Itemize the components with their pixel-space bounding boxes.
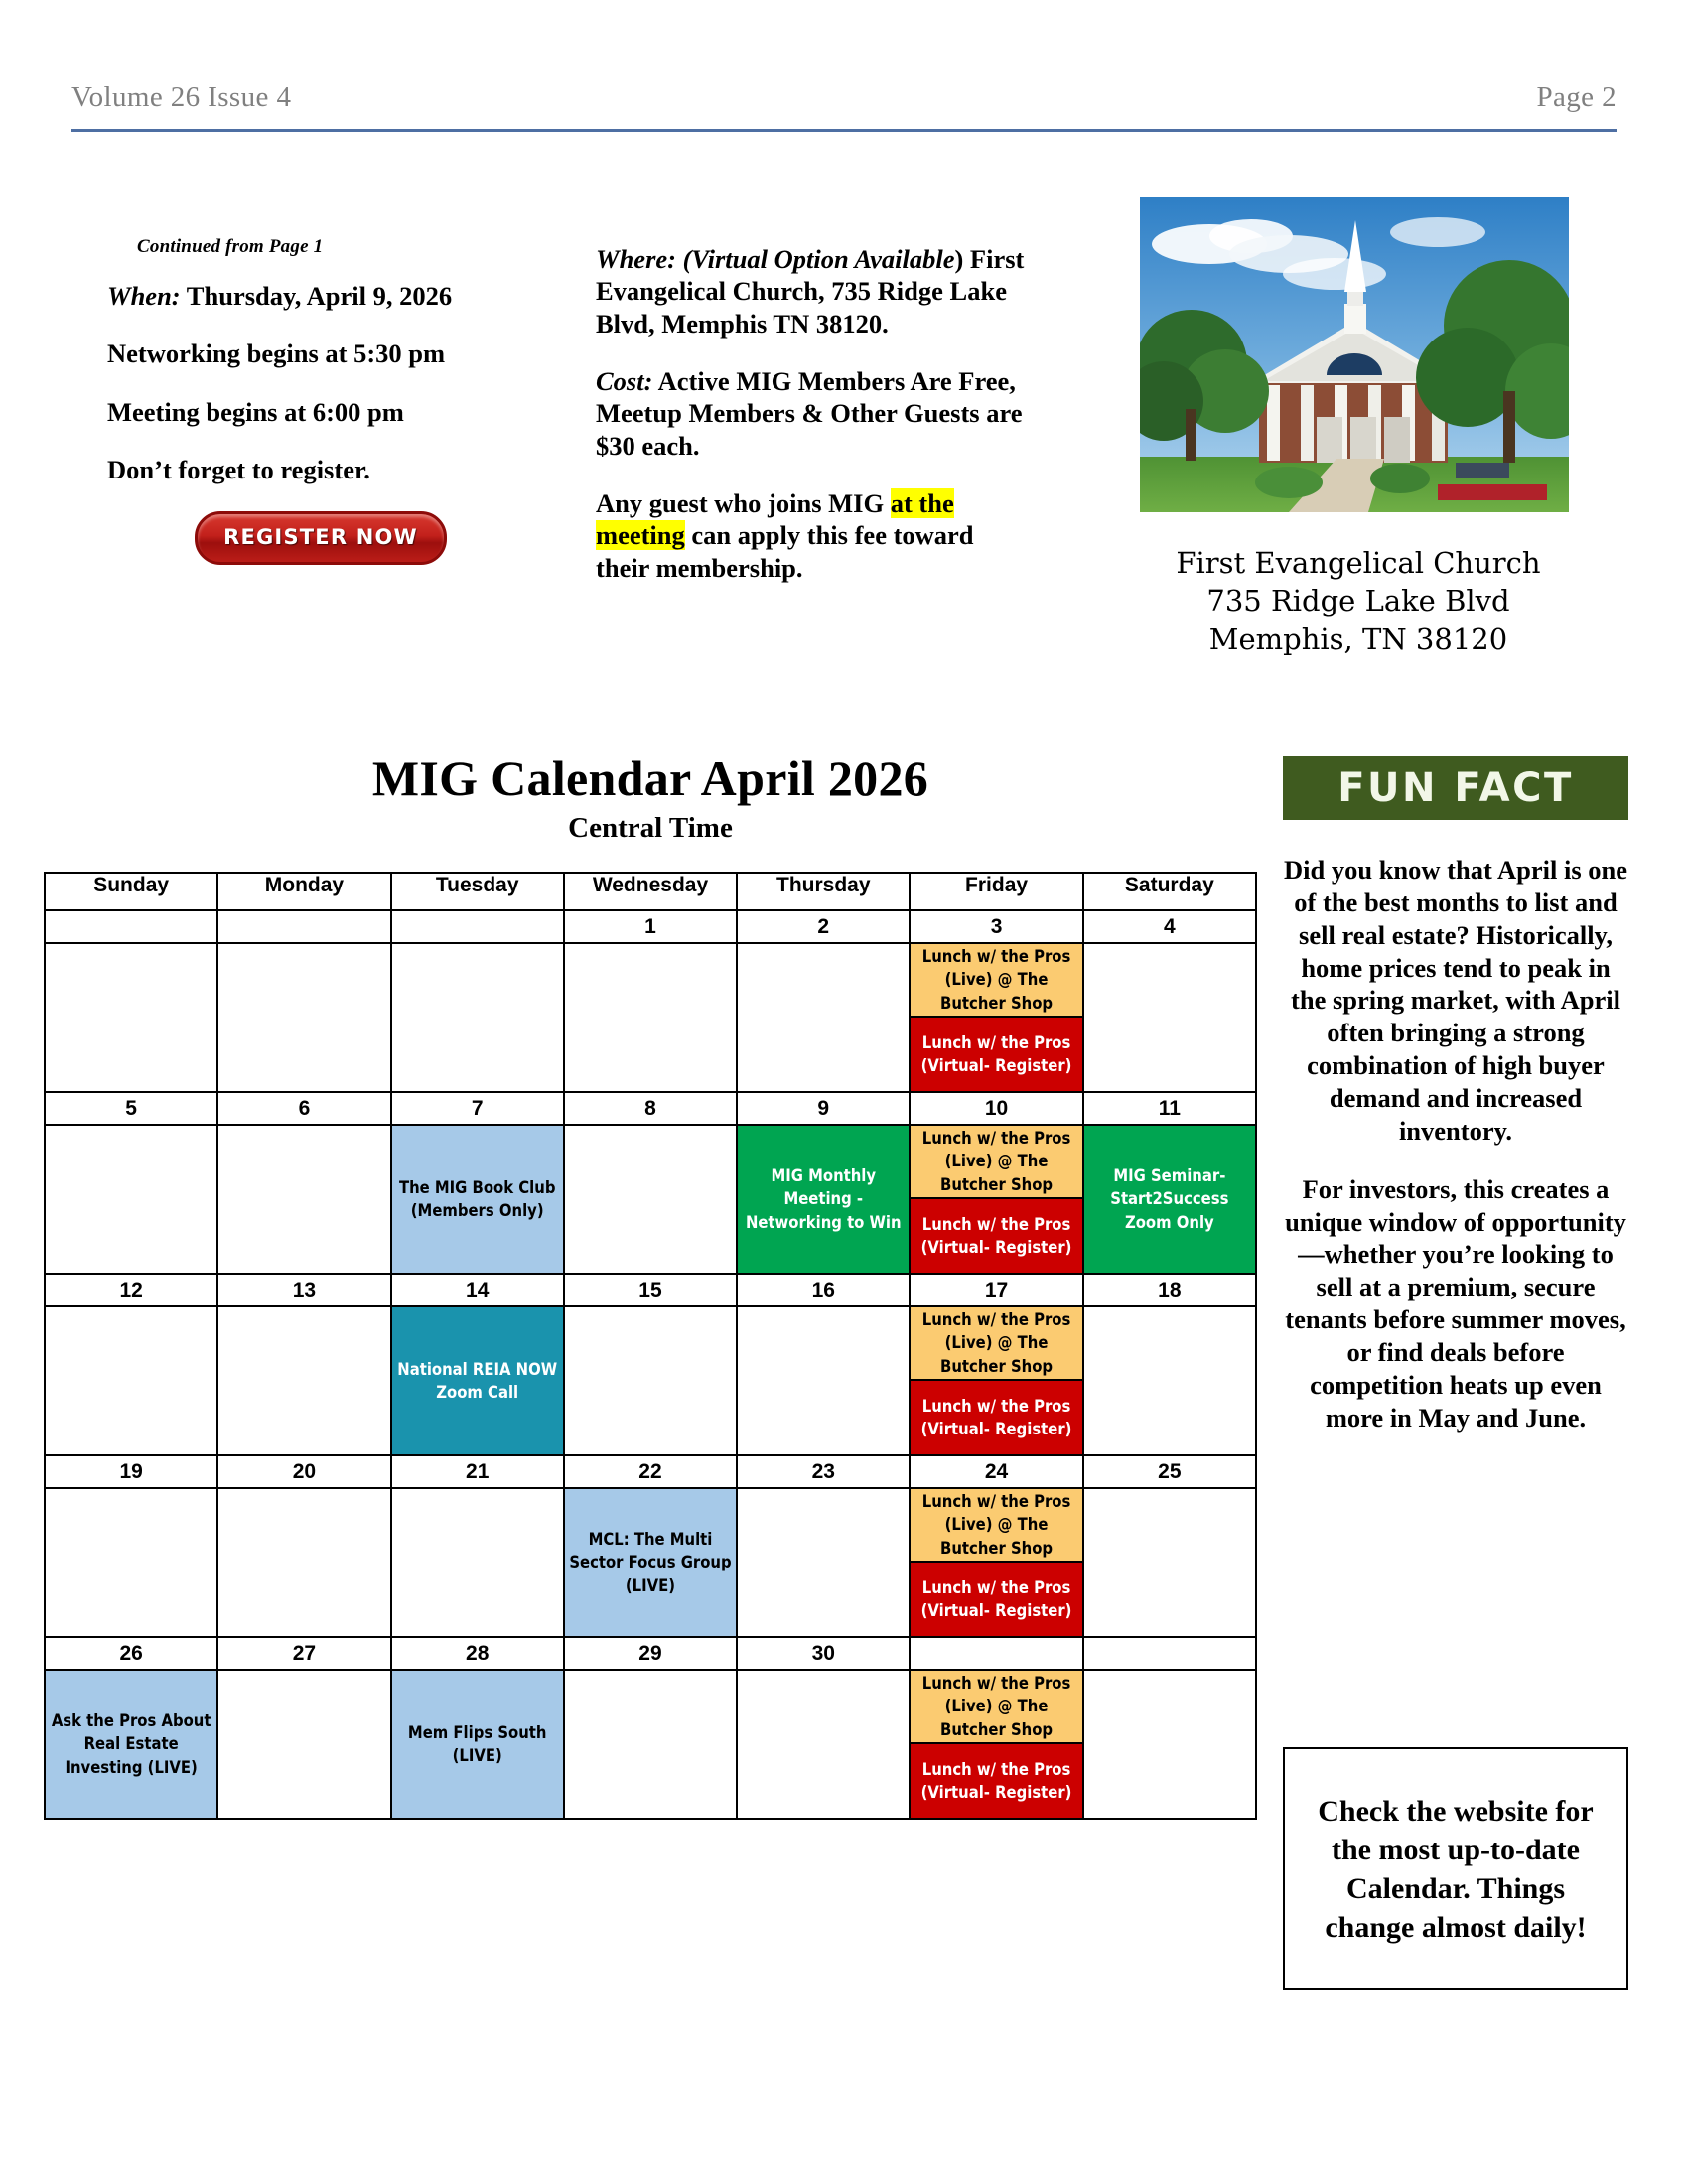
article-column-middle <box>596 243 1033 610</box>
calendar-week-row <box>45 1306 1256 1455</box>
calendar-date-5: 5 <box>45 1092 217 1125</box>
calendar-cell-empty <box>46 1489 216 1636</box>
calendar-cell-empty <box>738 1307 909 1454</box>
fun-fact-banner <box>1283 756 1628 820</box>
register-button-wrap <box>107 511 465 565</box>
church-caption <box>1140 544 1577 658</box>
masthead <box>71 81 1617 135</box>
calendar-cell <box>910 1670 1082 1819</box>
calendar-cell <box>217 1125 390 1274</box>
calendar-body <box>45 910 1256 1819</box>
calendar-cell-stack <box>218 1489 389 1636</box>
calendar-cell <box>1083 943 1256 1092</box>
calendar-cell-stack <box>1084 1126 1255 1273</box>
calendar-event[interactable]: Lunch w/ the Pros (Live) @ The Butcher Shop <box>911 944 1081 1018</box>
fun-fact-paragraph-2: For investors, this creates a unique window of opportunity—whether you’re looking to sell at a premium, secure tenants before summer moves, or find deals before competition heats up even more in May and June. <box>1285 1173 1626 1433</box>
register-now-button[interactable]: REGISTER NOW <box>195 511 447 565</box>
cost-value: Active MIG Members Are Free, Meetup Members & Other Guests are $30 each. <box>596 365 1023 461</box>
calendar-cell-empty <box>565 1126 736 1273</box>
calendar-date-22: 22 <box>564 1455 737 1488</box>
calendar-date-2: 2 <box>737 910 910 943</box>
when-value: Thursday, April 9, 2026 <box>180 281 453 311</box>
when-label: When: <box>107 281 181 311</box>
calendar-cell <box>391 1488 564 1637</box>
calendar-cell <box>391 1670 564 1819</box>
calendar-date-empty <box>910 1637 1082 1670</box>
calendar-cell-empty <box>218 1671 389 1818</box>
calendar-cell-stack <box>565 1126 736 1273</box>
calendar-cell <box>737 1125 910 1274</box>
calendar-cell-empty <box>738 1671 909 1818</box>
calendar-cell <box>1083 1670 1256 1819</box>
calendar-date-row <box>45 1092 1256 1125</box>
church-photo-column <box>1140 197 1577 658</box>
calendar-table <box>44 872 1257 1820</box>
calendar-cell-stack <box>392 1126 563 1273</box>
cost-label: Cost: <box>596 365 653 396</box>
continued-from-label: Continued from Page 1 <box>137 236 324 257</box>
calendar-cell-empty <box>218 944 389 1091</box>
calendar-cell-stack <box>911 1489 1081 1636</box>
where-value: ) First Evangelical Church, 735 Ridge Lake Blvd, Memphis TN 38120. <box>596 244 1025 339</box>
calendar-date-row <box>45 1455 1256 1488</box>
calendar-date-8: 8 <box>564 1092 737 1125</box>
calendar-event[interactable]: Lunch w/ the Pros (Virtual- Register) <box>911 1018 1081 1091</box>
calendar-cell-stack <box>1084 944 1255 1091</box>
calendar-cell-empty <box>218 1489 389 1636</box>
calendar-cell-stack <box>565 1489 736 1636</box>
calendar-date-empty <box>217 910 390 943</box>
calendar-date-23: 23 <box>737 1455 910 1488</box>
calendar-cell-stack <box>392 944 563 1091</box>
calendar-day-header-wednesday: Wednesday <box>564 873 737 910</box>
church-caption-line-2: 735 Ridge Lake Blvd <box>1206 584 1510 618</box>
calendar-cell-empty <box>218 1307 389 1454</box>
calendar-date-29: 29 <box>564 1637 737 1670</box>
calendar-date-28: 28 <box>391 1637 564 1670</box>
calendar-date-16: 16 <box>737 1274 910 1306</box>
calendar-event[interactable]: Lunch w/ the Pros (Virtual- Register) <box>911 1199 1081 1273</box>
calendar-cell <box>45 1125 217 1274</box>
calendar-cell-stack <box>911 1307 1081 1454</box>
calendar-date-19: 19 <box>45 1455 217 1488</box>
calendar-date-21: 21 <box>391 1455 564 1488</box>
networking-time: Networking begins at 5:30 pm <box>107 339 446 369</box>
fun-fact-body <box>1283 854 1628 1460</box>
calendar-cell-stack <box>738 944 909 1091</box>
calendar-cell-empty <box>1084 1489 1255 1636</box>
calendar-date-1: 1 <box>564 910 737 943</box>
calendar-cell-empty <box>738 1489 909 1636</box>
calendar-cell-empty <box>565 1307 736 1454</box>
calendar-cell <box>1083 1125 1256 1274</box>
article-column-left <box>107 236 465 565</box>
calendar-cell-stack <box>46 1307 216 1454</box>
where-paragraph <box>596 243 1033 340</box>
calendar-week-row <box>45 943 1256 1092</box>
website-notice-text: Check the website for the most up-to-date Calendar. Things change almost daily! <box>1318 1794 1594 1944</box>
calendar-date-10: 10 <box>910 1092 1082 1125</box>
calendar-day-header-friday: Friday <box>910 873 1082 910</box>
calendar-cell-stack <box>46 1489 216 1636</box>
calendar-cell-stack <box>565 1671 736 1818</box>
calendar-cell-empty <box>565 944 736 1091</box>
calendar-cell-stack <box>911 944 1081 1091</box>
calendar-cell-empty <box>565 1671 736 1818</box>
calendar-day-header-sunday: Sunday <box>45 873 217 910</box>
calendar-event[interactable]: MCL: The Multi Sector Focus Group (LIVE) <box>565 1489 736 1636</box>
calendar-cell <box>910 943 1082 1092</box>
calendar-cell-stack <box>392 1489 563 1636</box>
fun-fact-paragraph-1: Did you know that April is one of the best months to list and sell real estate? Historically, home prices tend to peak in the spring market, with April often bringing a strong combination of high buyer demand and increased inventory. <box>1283 855 1628 1146</box>
calendar-cell <box>391 1125 564 1274</box>
calendar-cell <box>217 1306 390 1455</box>
calendar-cell-empty <box>46 1307 216 1454</box>
calendar-event[interactable]: Mem Flips South (LIVE) <box>392 1671 563 1818</box>
calendar-cell-stack <box>46 1126 216 1273</box>
calendar-cell-stack <box>218 1671 389 1818</box>
calendar-event[interactable]: The MIG Book Club (Members Only) <box>392 1126 563 1273</box>
calendar-cell <box>737 1488 910 1637</box>
calendar-date-15: 15 <box>564 1274 737 1306</box>
calendar-date-20: 20 <box>217 1455 390 1488</box>
register-reminder: Don’t forget to register. <box>107 454 370 484</box>
fun-fact-banner-title: FUN FACT <box>1337 765 1574 811</box>
calendar-cell-stack <box>911 1126 1081 1273</box>
calendar-date-14: 14 <box>391 1274 564 1306</box>
calendar-date-7: 7 <box>391 1092 564 1125</box>
calendar-cell <box>45 1306 217 1455</box>
calendar-cell <box>45 1670 217 1819</box>
calendar-cell <box>217 1670 390 1819</box>
calendar-date-27: 27 <box>217 1637 390 1670</box>
calendar-event[interactable]: MIG Seminar- Start2Success Zoom Only <box>1084 1126 1255 1273</box>
calendar-event[interactable]: Lunch w/ the Pros (Live) @ The Butcher Shop <box>911 1671 1081 1744</box>
calendar-cell-stack <box>1084 1671 1255 1818</box>
when-paragraph <box>107 280 465 312</box>
calendar-cell-stack <box>565 944 736 1091</box>
calendar-event[interactable]: National REIA NOW Zoom Call <box>392 1307 563 1454</box>
calendar-cell-empty <box>392 944 563 1091</box>
calendar-cell-stack <box>738 1126 909 1273</box>
calendar-cell <box>217 943 390 1092</box>
calendar-cell <box>910 1306 1082 1455</box>
guest-note-highlight: at the meeting <box>596 487 954 551</box>
calendar-date-26: 26 <box>45 1637 217 1670</box>
church-photo-illustration <box>1140 197 1569 512</box>
calendar-date-6: 6 <box>217 1092 390 1125</box>
calendar-date-24: 24 <box>910 1455 1082 1488</box>
calendar-cell-empty <box>392 1489 563 1636</box>
calendar-cell-empty <box>218 1126 389 1273</box>
calendar-day-header-thursday: Thursday <box>737 873 910 910</box>
calendar-cell-empty <box>46 1126 216 1273</box>
calendar-cell-stack <box>218 1307 389 1454</box>
volume-issue-label: Volume 26 Issue 4 <box>71 81 292 113</box>
calendar-date-17: 17 <box>910 1274 1082 1306</box>
calendar-cell <box>564 1306 737 1455</box>
calendar-cell <box>1083 1306 1256 1455</box>
calendar-cell-stack <box>46 1671 216 1818</box>
calendar-cell-stack <box>1084 1307 1255 1454</box>
calendar-event[interactable]: Lunch w/ the Pros (Virtual- Register) <box>911 1381 1081 1454</box>
calendar-cell-empty <box>1084 944 1255 1091</box>
calendar-cell <box>564 943 737 1092</box>
calendar-day-header-saturday: Saturday <box>1083 873 1256 910</box>
calendar-event[interactable]: Lunch w/ the Pros (Virtual- Register) <box>911 1744 1081 1818</box>
calendar-cell-stack <box>392 1307 563 1454</box>
calendar-cell <box>737 943 910 1092</box>
calendar-cell <box>564 1125 737 1274</box>
calendar-event[interactable]: Lunch w/ the Pros (Virtual- Register) <box>911 1563 1081 1636</box>
church-photo <box>1140 197 1569 512</box>
calendar-cell-empty <box>46 944 216 1091</box>
church-caption-line-1: First Evangelical Church <box>1176 546 1541 580</box>
calendar-cell-stack <box>565 1307 736 1454</box>
calendar-date-18: 18 <box>1083 1274 1256 1306</box>
calendar-cell <box>217 1488 390 1637</box>
guest-note-pre: Any guest who joins MIG <box>596 487 891 518</box>
calendar-cell-stack <box>911 1671 1081 1818</box>
calendar-subtitle: Central Time <box>568 812 733 844</box>
calendar-cell <box>910 1488 1082 1637</box>
calendar-week-row <box>45 1125 1256 1274</box>
calendar-cell-stack <box>218 1126 389 1273</box>
calendar-date-30: 30 <box>737 1637 910 1670</box>
calendar-cell-stack <box>218 944 389 1091</box>
masthead-divider <box>71 129 1617 132</box>
calendar-title: MIG Calendar April 2026 <box>371 751 929 806</box>
calendar-cell <box>910 1125 1082 1274</box>
calendar-cell <box>391 943 564 1092</box>
guest-note-post: can apply this fee toward their membership. <box>596 520 974 583</box>
calendar-week-row <box>45 1488 1256 1637</box>
calendar-cell <box>737 1670 910 1819</box>
calendar-date-row <box>45 1274 1256 1306</box>
calendar-event[interactable]: Lunch w/ the Pros (Live) @ The Butcher Shop <box>911 1307 1081 1381</box>
calendar-day-header-tuesday: Tuesday <box>391 873 564 910</box>
calendar-cell <box>391 1306 564 1455</box>
calendar-cell <box>564 1670 737 1819</box>
calendar-date-25: 25 <box>1083 1455 1256 1488</box>
calendar-date-empty <box>45 910 217 943</box>
calendar-date-empty <box>391 910 564 943</box>
calendar-cell-stack <box>392 1671 563 1818</box>
calendar-date-3: 3 <box>910 910 1082 943</box>
church-caption-line-3: Memphis, TN 38120 <box>1208 621 1508 656</box>
calendar-cell-stack <box>738 1307 909 1454</box>
website-notice-box <box>1283 1747 1628 1990</box>
calendar-event[interactable]: Ask the Pros About Real Estate Investing (LIVE) <box>46 1671 216 1818</box>
calendar-event[interactable]: Lunch w/ the Pros (Live) @ The Butcher Shop <box>911 1489 1081 1563</box>
calendar-cell-stack <box>738 1671 909 1818</box>
calendar-date-9: 9 <box>737 1092 910 1125</box>
calendar-header-row <box>45 873 1256 910</box>
calendar-date-13: 13 <box>217 1274 390 1306</box>
meeting-time: Meeting begins at 6:00 pm <box>107 396 404 427</box>
calendar-header <box>45 873 1256 910</box>
where-label: Where: (Virtual Option Available <box>596 244 955 274</box>
calendar-date-empty <box>1083 1637 1256 1670</box>
calendar-cell-stack <box>46 944 216 1091</box>
calendar-cell <box>737 1306 910 1455</box>
cost-paragraph <box>596 365 1033 462</box>
calendar-cell <box>564 1488 737 1637</box>
calendar-date-12: 12 <box>45 1274 217 1306</box>
page-number-label: Page 2 <box>1536 81 1617 113</box>
calendar-date-4: 4 <box>1083 910 1256 943</box>
calendar-week-row <box>45 1670 1256 1819</box>
calendar-date-row <box>45 910 1256 943</box>
calendar-cell-empty <box>1084 1307 1255 1454</box>
calendar-cell-empty <box>738 944 909 1091</box>
calendar-cell <box>45 943 217 1092</box>
calendar-date-11: 11 <box>1083 1092 1256 1125</box>
calendar-event[interactable]: MIG Monthly Meeting - Networking to Win <box>738 1126 909 1273</box>
calendar-cell-empty <box>1084 1671 1255 1818</box>
calendar-cell-stack <box>1084 1489 1255 1636</box>
calendar-cell <box>45 1488 217 1637</box>
calendar-event[interactable]: Lunch w/ the Pros (Live) @ The Butcher Shop <box>911 1126 1081 1199</box>
guest-note-paragraph <box>596 487 1033 584</box>
calendar-cell <box>1083 1488 1256 1637</box>
calendar-date-row <box>45 1637 1256 1670</box>
calendar-day-header-monday: Monday <box>217 873 390 910</box>
calendar-cell-stack <box>738 1489 909 1636</box>
